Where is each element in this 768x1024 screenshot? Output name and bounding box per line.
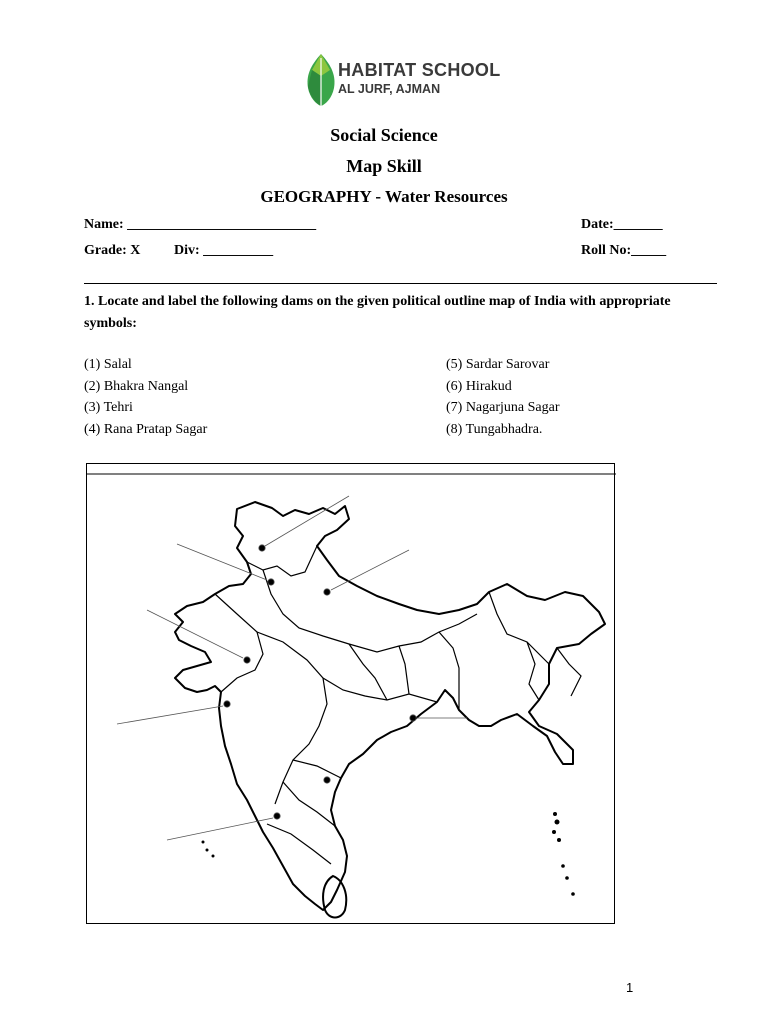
- name-field[interactable]: Name: ___________________________: [84, 217, 317, 232]
- leaf-logo-icon: [304, 52, 338, 108]
- page-number: 1: [626, 980, 634, 995]
- school-location: AL JURF, AJMAN: [338, 82, 441, 96]
- india-map-svg: [87, 464, 616, 925]
- div-field[interactable]: Div: __________: [174, 243, 274, 258]
- question-text: 1. Locate and label the following dams on the given political outline map of India with appropriate symbols:: [84, 294, 671, 331]
- subject-title: Social Science: [330, 125, 438, 145]
- dam-item: (1) Salal: [84, 357, 132, 372]
- dam-item: (6) Hirakud: [446, 378, 512, 394]
- dam-item: (5) Sardar Sarovar: [446, 357, 550, 372]
- dam-item: (8) Tungabhadra.: [446, 421, 543, 437]
- topic-title: GEOGRAPHY - Water Resources: [260, 187, 508, 206]
- activity-title: Map Skill: [346, 156, 422, 176]
- india-outline: [175, 502, 605, 910]
- dam-list-left: [84, 354, 207, 440]
- india-outline-map[interactable]: [86, 463, 615, 924]
- date-field[interactable]: Date:_______: [581, 217, 663, 232]
- dam-item: (3) Tehri: [84, 400, 133, 415]
- grade-field: Grade: X: [84, 243, 141, 258]
- school-name: HABITAT SCHOOL: [338, 60, 501, 80]
- dam-item: (4) Rana Pratap Sagar: [84, 421, 208, 437]
- dam-item: (7) Nagarjuna Sagar: [446, 400, 560, 415]
- dam-list-right: [446, 354, 560, 440]
- divider-line: [84, 283, 717, 284]
- school-logo: [300, 50, 505, 110]
- logo-text: [338, 60, 501, 96]
- roll-no-field[interactable]: Roll No:_____: [581, 243, 667, 258]
- dam-item: (2) Bhakra Nangal: [84, 378, 189, 394]
